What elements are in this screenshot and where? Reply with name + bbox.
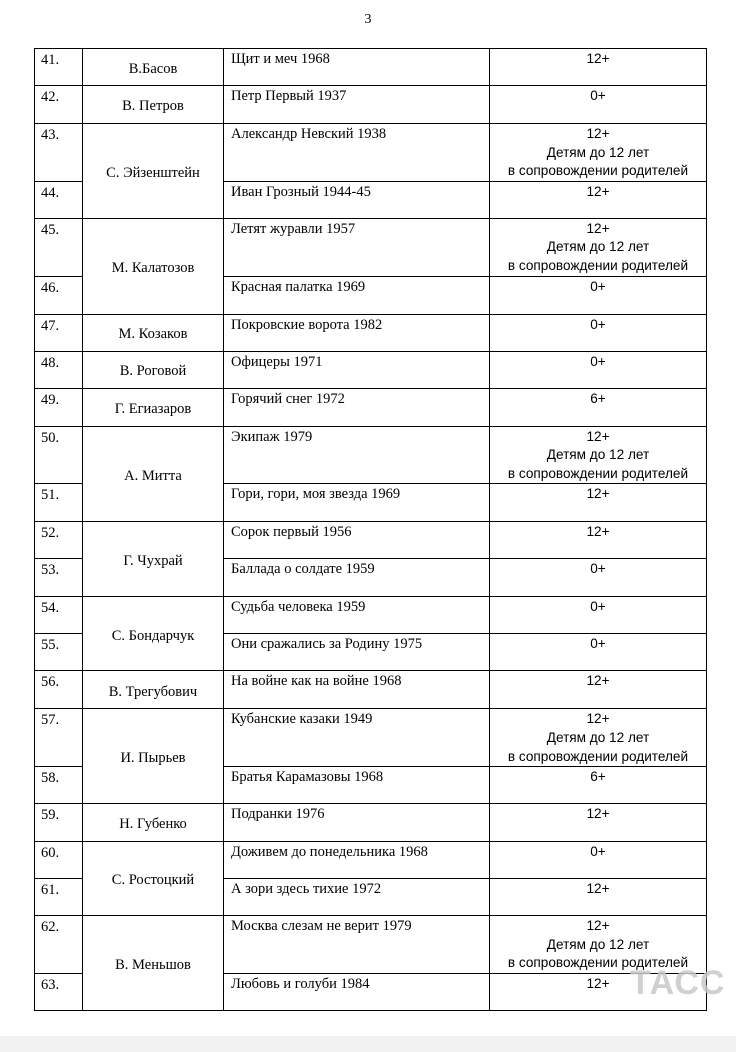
film-title: Офицеры 1971 <box>224 351 490 388</box>
film-title: Иван Грозный 1944-45 <box>224 181 490 218</box>
age-rating <box>490 426 707 484</box>
age-rating-value: 0+ <box>590 636 606 652</box>
row-number: 44. <box>35 181 83 218</box>
table-row <box>35 671 707 709</box>
age-rating-value: 12+ <box>586 486 610 502</box>
age-rating-value: 12+ <box>586 183 610 199</box>
row-number: 58. <box>35 767 83 804</box>
age-rating-value: 0+ <box>590 353 606 369</box>
film-title: Экипаж 1979 <box>224 426 490 484</box>
table-row <box>35 351 707 388</box>
row-number: 56. <box>35 671 83 709</box>
age-rating-note: в сопровождении родителей <box>507 257 689 273</box>
director-name: С. Ростоцкий <box>83 842 224 916</box>
age-rating-value: 12+ <box>586 428 610 444</box>
director-name: В. Роговой <box>83 351 224 388</box>
age-rating-note: в сопровождении родителей <box>507 465 689 481</box>
film-title: Братья Карамазовы 1968 <box>224 767 490 804</box>
director-name: М. Козаков <box>83 314 224 351</box>
table-row <box>35 388 707 426</box>
row-number: 63. <box>35 973 83 1010</box>
age-rating <box>490 388 707 426</box>
age-rating-note: Детям до 12 лет <box>546 144 650 160</box>
age-rating-value: 0+ <box>590 844 606 860</box>
age-rating <box>490 484 707 522</box>
row-number: 57. <box>35 709 83 767</box>
director-name: М. Калатозов <box>83 218 224 314</box>
film-title: Москва слезам не верит 1979 <box>224 916 490 974</box>
age-rating <box>490 804 707 842</box>
director-name: Н. Губенко <box>83 804 224 842</box>
tass-watermark-logo: ТАСС <box>630 964 726 1002</box>
film-title: Они сражались за Родину 1975 <box>224 634 490 671</box>
films-table <box>34 48 707 1011</box>
age-rating-value: 12+ <box>586 711 610 727</box>
table-row <box>35 426 707 484</box>
age-rating <box>490 767 707 804</box>
age-rating <box>490 49 707 86</box>
director-name: Г. Чухрай <box>83 522 224 597</box>
row-number: 50. <box>35 426 83 484</box>
age-rating-note: в сопровождении родителей <box>507 955 689 971</box>
age-rating-value: 6+ <box>590 769 606 785</box>
age-rating-value: 12+ <box>586 918 610 934</box>
age-rating-value: 12+ <box>586 220 610 236</box>
row-number: 53. <box>35 559 83 597</box>
row-number: 54. <box>35 597 83 634</box>
age-rating <box>490 218 707 276</box>
age-rating-note: Детям до 12 лет <box>546 239 650 255</box>
director-name: В.Басов <box>83 49 224 86</box>
age-rating-value: 6+ <box>590 390 606 406</box>
film-title: Подранки 1976 <box>224 804 490 842</box>
age-rating <box>490 634 707 671</box>
row-number: 60. <box>35 842 83 879</box>
table-row <box>35 804 707 842</box>
age-rating <box>490 124 707 182</box>
row-number: 48. <box>35 351 83 388</box>
row-number: 41. <box>35 49 83 86</box>
table-row <box>35 86 707 124</box>
film-title: Судьба человека 1959 <box>224 597 490 634</box>
director-name: В. Меньшов <box>83 916 224 1011</box>
table-row <box>35 916 707 974</box>
age-rating-value: 12+ <box>586 126 610 141</box>
age-rating-value: 0+ <box>590 88 606 103</box>
row-number: 42. <box>35 86 83 124</box>
age-rating-value: 12+ <box>586 673 610 689</box>
age-rating-note: Детям до 12 лет <box>546 729 650 745</box>
age-rating <box>490 842 707 879</box>
age-rating <box>490 709 707 767</box>
film-title: Любовь и голуби 1984 <box>224 973 490 1010</box>
age-rating <box>490 597 707 634</box>
film-title: Петр Первый 1937 <box>224 86 490 124</box>
age-rating <box>490 314 707 351</box>
director-name: В. Трегубович <box>83 671 224 709</box>
film-title: На войне как на войне 1968 <box>224 671 490 709</box>
age-rating-value: 12+ <box>586 51 610 66</box>
table-row <box>35 522 707 559</box>
film-title: Сорок первый 1956 <box>224 522 490 559</box>
row-number: 61. <box>35 879 83 916</box>
age-rating <box>490 522 707 559</box>
film-title: Покровские ворота 1982 <box>224 314 490 351</box>
film-title: А зори здесь тихие 1972 <box>224 879 490 916</box>
age-rating-value: 0+ <box>590 561 606 577</box>
film-title: Красная палатка 1969 <box>224 276 490 314</box>
age-rating <box>490 276 707 314</box>
table-row <box>35 49 707 86</box>
row-number: 51. <box>35 484 83 522</box>
bottom-strip <box>0 1036 736 1052</box>
age-rating-note: в сопровождении родителей <box>507 163 689 179</box>
director-name: В. Петров <box>83 86 224 124</box>
age-rating-note: в сопровождении родителей <box>507 748 689 764</box>
row-number: 55. <box>35 634 83 671</box>
age-rating-value: 0+ <box>590 278 606 294</box>
age-rating <box>490 181 707 218</box>
film-title: Гори, гори, моя звезда 1969 <box>224 484 490 522</box>
age-rating-value: 12+ <box>586 524 610 540</box>
age-rating <box>490 559 707 597</box>
age-rating-value: 0+ <box>590 599 606 615</box>
age-rating-note: Детям до 12 лет <box>546 936 650 952</box>
director-name: Г. Егиазаров <box>83 388 224 426</box>
table-row <box>35 124 707 182</box>
film-title: Доживем до понедельника 1968 <box>224 842 490 879</box>
row-number: 49. <box>35 388 83 426</box>
table-row <box>35 709 707 767</box>
table-row <box>35 842 707 879</box>
row-number: 45. <box>35 218 83 276</box>
film-title: Щит и меч 1968 <box>224 49 490 86</box>
row-number: 46. <box>35 276 83 314</box>
row-number: 59. <box>35 804 83 842</box>
table-row <box>35 218 707 276</box>
age-rating <box>490 671 707 709</box>
director-name: С. Бондарчук <box>83 597 224 671</box>
films-table-body <box>35 49 707 1011</box>
film-title: Летят журавли 1957 <box>224 218 490 276</box>
age-rating-value: 12+ <box>586 881 610 897</box>
age-rating-value: 12+ <box>586 806 610 822</box>
row-number: 52. <box>35 522 83 559</box>
age-rating-value: 12+ <box>586 975 610 991</box>
director-name: С. Эйзенштейн <box>83 124 224 219</box>
age-rating <box>490 351 707 388</box>
film-title: Александр Невский 1938 <box>224 124 490 182</box>
age-rating-value: 0+ <box>590 316 606 332</box>
film-title: Кубанские казаки 1949 <box>224 709 490 767</box>
film-title: Баллада о солдате 1959 <box>224 559 490 597</box>
age-rating <box>490 879 707 916</box>
row-number: 43. <box>35 124 83 182</box>
row-number: 47. <box>35 314 83 351</box>
table-row <box>35 314 707 351</box>
age-rating <box>490 86 707 124</box>
director-name: А. Митта <box>83 426 224 522</box>
age-rating-note: Детям до 12 лет <box>546 447 650 463</box>
row-number: 62. <box>35 916 83 974</box>
page-number: 3 <box>364 12 372 27</box>
director-name: И. Пырьев <box>83 709 224 804</box>
table-row <box>35 597 707 634</box>
film-title: Горячий снег 1972 <box>224 388 490 426</box>
